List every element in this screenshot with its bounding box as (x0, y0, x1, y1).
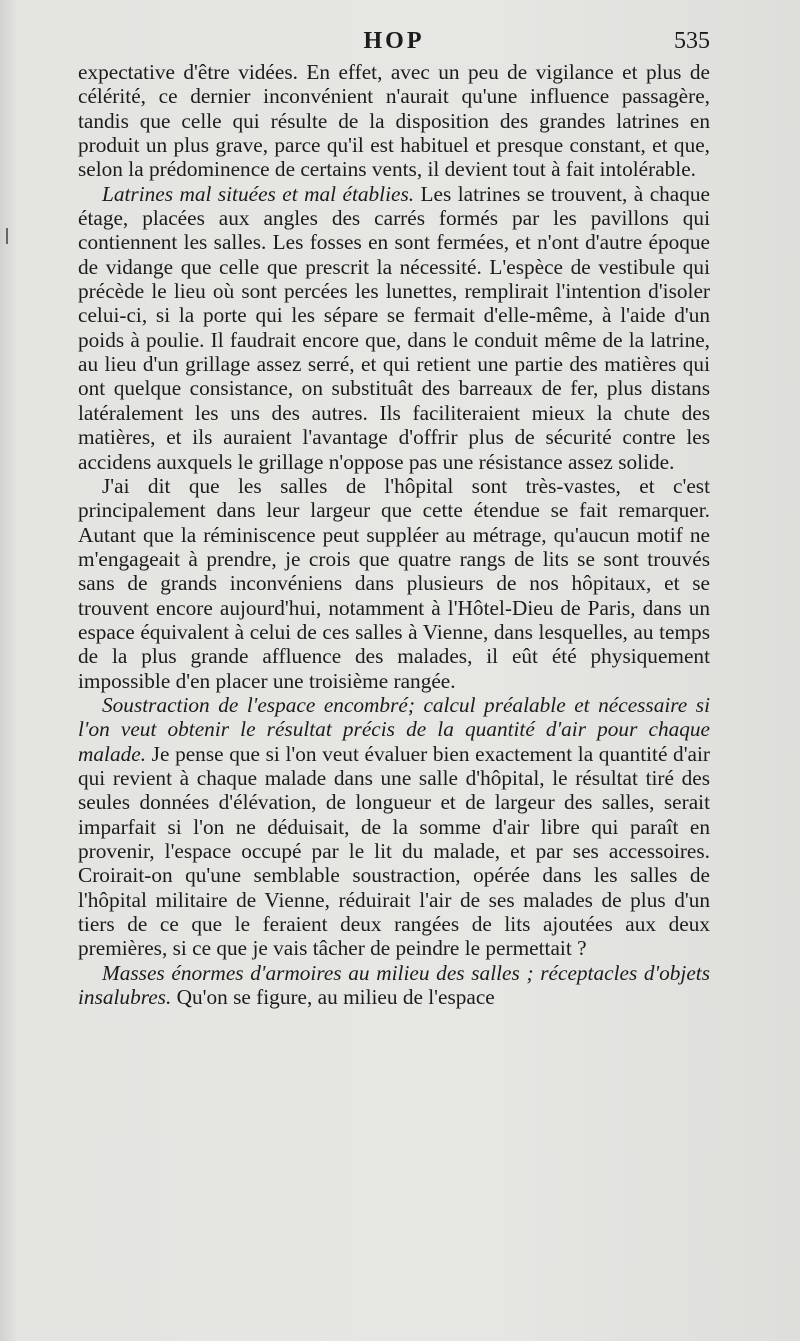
paragraph-5-text: Qu'on se figure, au milieu de l'espace (171, 985, 495, 1010)
paragraph-4-lead: Soustraction de l'espace encombré; calcul préalable et nécessaire si l'on veut obtenir le résultat précis de la quantité d'air pour chaque malade. (78, 692, 710, 766)
paragraph-3 (78, 474, 710, 693)
running-title: HOP (363, 28, 425, 54)
paragraph-2-text: Les latrines se trouvent, à chaque étage, placées aux angles des carrés formés par les pavillons qui contiennent les salles. Les fosses en sont fermées, et n'ont d'autre époque de vidange que celle que prescrit la nécessité. L'espèce de vestibule qui précède le lieu où sont percées les lunettes, remplirait l'intention d'isoler celui-ci, si la porte qui les sépare se fermait d'elle-même, à l'aide d'un poids à poulie. Il faudrait encore que, dans le conduit même de la latrine, au lieu d'un grillage assez serré, et qui retient une partie des matières qui ont quelque consistance, on substituât des barreaux de fer, plus distans latéralement les uns des autres. Ils faciliteraient mieux la chute des matières, et ils auraient l'avantage d'offrir plus de sécurité contre les accidens auxquels le grillage n'oppose pas une résistance assez solide. (78, 181, 711, 474)
paragraph-1-text: expectative d'être vidées. En effet, avec un peu de vigilance et plus de célérité, ce dernier inconvénient n'aurait qu'une influence passagère, tandis que celle qui résulte de la disposition des grandes latrines en produit un plus grave, parce qu'il est habituel et presque constant, et que, selon la prédominence de certains vents, il devient tout à fait intolérable. (78, 60, 710, 182)
paragraph-3-text: J'ai dit que les salles de l'hôpital sont très-vastes, et c'est principalement dans leur largeur que cette étendue se fait remarquer. Autant que la réminiscence peut suppléer au métrage, qu'aucun motif ne m'engageait à prendre, je crois que quatre rangs de lits se sont trouvés sans de grands inconvéniens dans plusieurs de nos hôpitaux, et se trouvent encore aujourd'hui, notamment à l'Hôtel-Dieu de Paris, dans un espace équivalent à celui de ces salles à Vienne, dans lesquelles, au temps de la plus grande affluence des malades, il eût été physiquement impossible d'en placer une troisième rangée. (78, 473, 710, 693)
paragraph-2-lead: Latrines mal situées et mal établies. (102, 181, 415, 206)
body-text (78, 60, 710, 1009)
paragraph-5-lead: Masses énormes d'armoires au milieu des salles ; réceptacles d'objets insalubres. (78, 960, 710, 1010)
paragraph-1 (78, 60, 710, 182)
page-number: 535 (674, 28, 710, 54)
paragraph-4-text: Je pense que si l'on veut évaluer bien exactement la quantité d'air qui revient à chaque malade dans une salle d'hôpital, le résultat tiré des seules données d'élévation, de longueur et de largeur des salles, serait imparfait si l'on ne déduisait, de la somme d'air libre qui paraît en provenir, l'espace occupé par le lit du malade, et par ses accessoires. Croirait-on qu'une semblable soustraction, opérée dans les salles de l'hôpital militaire de Vienne, réduirait l'air de ses malades de plus d'un tiers de ce que le feraient deux rangées de lits ajoutées aux deux premières, si ce que je vais tâcher de peindre le permettait ? (78, 741, 710, 961)
running-header (78, 28, 710, 58)
paragraph-5 (78, 961, 710, 1010)
paragraph-4 (78, 693, 710, 961)
paragraph-2 (78, 182, 710, 474)
margin-mark (6, 228, 8, 244)
